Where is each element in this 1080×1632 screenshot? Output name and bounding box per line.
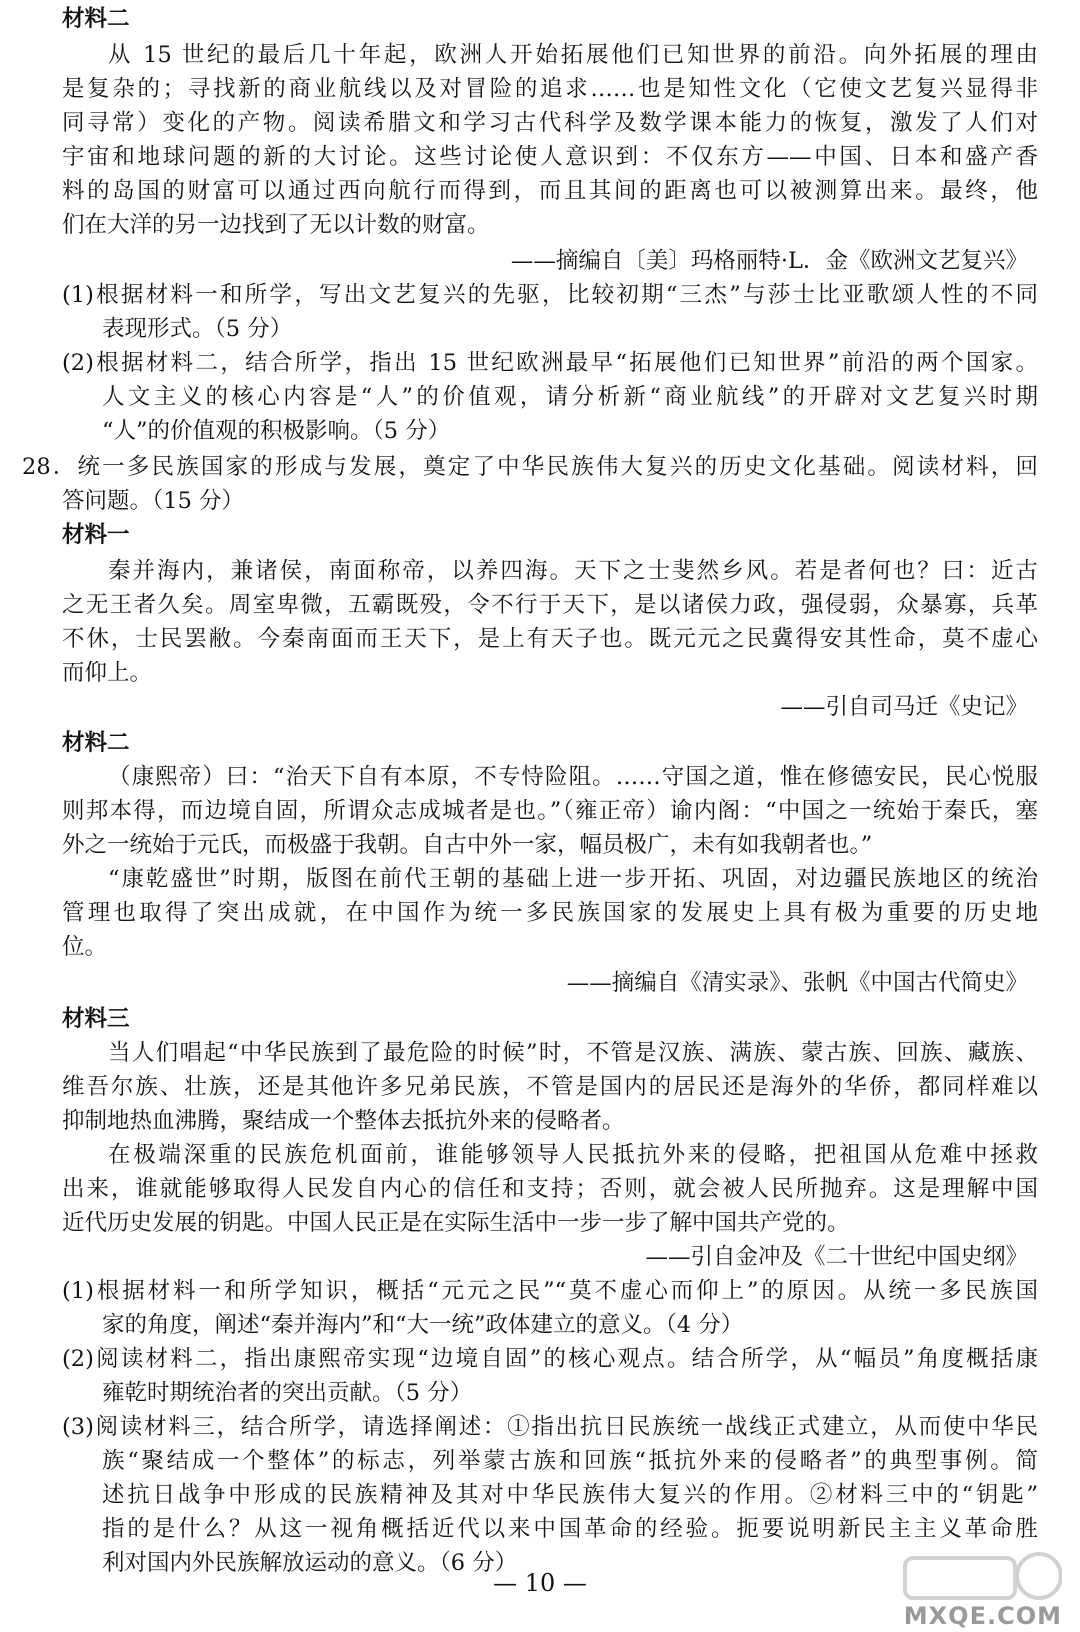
text-line: 述抗日战争中形成的民族精神及其对中华民族伟大复兴的作用。②材料三中的“钥匙”	[102, 1482, 1038, 1508]
text-line: 28．统一多民族国家的形成与发展，奠定了中华民族伟大复兴的历史文化基础。阅读材料，回	[22, 454, 1038, 480]
text-line: 近代历史发展的钥匙。中国人民正是在实际生活中一步一步了解中国共产党的。	[62, 1210, 850, 1236]
text-line: 出来，谁就能够取得人民发自内心的信任和支持；否则，就会被人民所抛弃。这是理解中国	[62, 1176, 1038, 1202]
text-line: (1)根据材料一和所学知识，概括“元元之民”“莫不虚心而仰上”的原因。从统一多民族国	[62, 1278, 1038, 1304]
text-line: 家的角度，阐述“秦并海内”和“大一统”政体建立的意义。（4 分）	[102, 1312, 744, 1338]
text-line: 宇宙和地球问题的新的大讨论。这些讨论使人意识到：不仅东方——中国、日本和盛产香	[62, 144, 1038, 170]
text-line: （康熙帝）曰：“治天下自有本原，不专恃险阻。……守国之道，惟在修德安民，民心悦服	[108, 764, 1038, 790]
material-heading: 材料二	[62, 730, 130, 756]
text-line: 秦并海内，兼诸侯，南面称帝，以养四海。天下之士斐然乡风。若是者何也？曰：近古	[108, 558, 1038, 584]
text-line: (2)根据材料二，结合所学，指出 15 世纪欧洲最早“拓展他们已知世界”前沿的两个国家。	[62, 350, 1038, 376]
material-heading: 材料三	[62, 1006, 130, 1032]
text-line: 利对国内外民族解放运动的意义。（6 分）	[102, 1550, 518, 1576]
text-line: (1)根据材料一和所学，写出文艺复兴的先驱，比较初期“三杰”与莎士比亚歌颂人性的不同	[62, 282, 1038, 308]
text-line: 们在大洋的另一边找到了无以计数的财富。	[62, 212, 490, 238]
text-line: 答问题。（15 分）	[62, 488, 245, 514]
text-line: 抑制地热血沸腾，聚结成一个整体去抵抗外来的侵略者。	[62, 1108, 625, 1134]
source-citation: ——摘编自〔美〕玛格丽特·L．金《欧洲文艺复兴》	[510, 248, 1028, 274]
text-line: 位。	[62, 934, 108, 960]
source-citation: ——引自金冲及《二十世纪中国史纲》	[645, 1244, 1028, 1270]
text-line: 料的岛国的财富可以通过西向航行而得到，而且其间的距离也可以被测算出来。最终，他	[62, 178, 1038, 204]
text-line: 表现形式。（5 分）	[102, 316, 293, 342]
text-line: 则邦本得，而边境自固，所谓众志成城者是也。”（雍正帝）谕内阁：“中国之一统始于秦氏，塞	[62, 798, 1038, 824]
text-line: “康乾盛世”时期，版图在前代王朝的基础上进一步开拓、巩固，对边疆民族地区的统治	[108, 866, 1038, 892]
text-line: 外之一统始于元氏，而极盛于我朝。自古中外一家，幅员极广，未有如我朝者也。”	[62, 832, 873, 858]
text-line: “人”的价值观的积极影响。（5 分）	[102, 418, 451, 444]
text-line: 不休，士民罢敝。今秦南面而王天下，是上有天子也。既元元之民冀得安其性命，莫不虚心	[62, 626, 1038, 652]
text-line: 而仰上。	[62, 660, 153, 686]
text-line: (2)阅读材料二，指出康熙帝实现“边境自固”的核心观点。结合所学，从“幅员”角度概括康	[62, 1346, 1038, 1372]
source-citation: ——摘编自《清实录》、张帆《中国古代简史》	[566, 970, 1028, 996]
source-citation: ——引自司马迁《史记》	[780, 694, 1028, 720]
text-line: 指的是什么？从这一视角概括近代以来中国革命的经验。扼要说明新民主主义革命胜	[102, 1516, 1038, 1542]
text-line: 从 15 世纪的最后几十年起，欧洲人开始拓展他们已知世界的前沿。向外拓展的理由	[108, 42, 1038, 68]
material-heading: 材料二	[62, 6, 130, 32]
text-line: 族“聚结成一个整体”的标志，列举蒙古族和回族“抵抗外来的侵略者”的典型事例。简	[102, 1448, 1038, 1474]
text-line: 在极端深重的民族危机面前，谁能够领导人民抵抗外来的侵略，把祖国从危难中拯救	[108, 1142, 1038, 1168]
text-line: (3)阅读材料三，结合所学，请选择阐述：①指出抗日民族统一战线正式建立，从而使中华民	[62, 1414, 1038, 1440]
material-heading: 材料一	[62, 522, 130, 548]
text-line: 维吾尔族、壮族，还是其他许多兄弟民族，不管是国内的居民还是海外的华侨，都同样难以	[62, 1074, 1038, 1100]
text-line: 同寻常）变化的产物。阅读希腊文和学习古代科学及数学课本能力的恢复，激发了人们对	[62, 110, 1038, 136]
text-line: 当人们唱起“中华民族到了最危险的时候”时，不管是汉族、满族、蒙古族、回族、藏族、	[108, 1040, 1038, 1066]
text-line: 之无王者久矣。周室卑微，五霸既殁，令不行于天下，是以诸侯力政，强侵弱，众暴寡，兵革	[62, 592, 1038, 618]
text-line: 雍乾时期统治者的突出贡献。（5 分）	[102, 1380, 473, 1406]
text-line: 管理也取得了突出成就，在中国作为统一多民族国家的发展史上具有极为重要的历史地	[62, 900, 1038, 926]
text-line: 人文主义的核心内容是“人”的价值观，请分析新“商业航线”的开辟对文艺复兴时期	[102, 384, 1038, 410]
watermark-text: MXQE.COM	[903, 1602, 1062, 1630]
page-number: — 10 —	[493, 1569, 587, 1597]
text-line: 是复杂的；寻找新的商业航线以及对冒险的追求……也是知性文化（它使文艺复兴显得非	[62, 76, 1038, 102]
